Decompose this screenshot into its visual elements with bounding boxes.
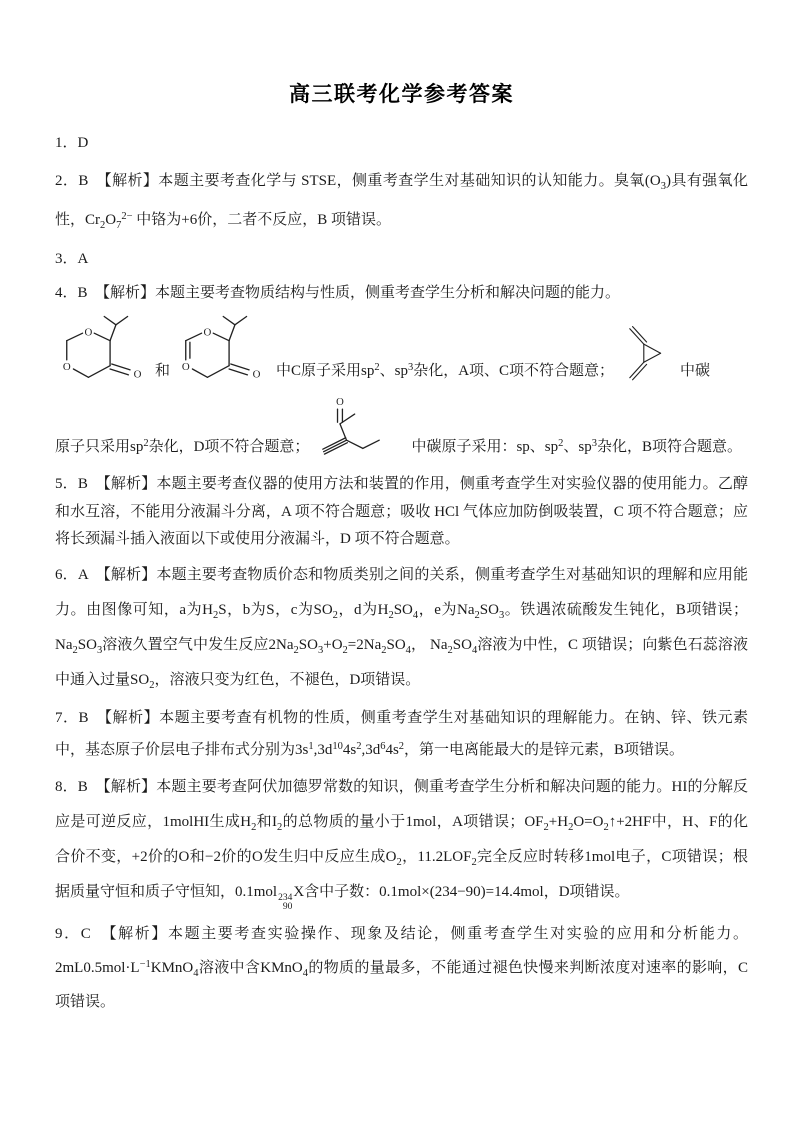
page-title: 高三联考化学参考答案: [289, 82, 514, 106]
hybridization-text-3: 原子只采用$sp^2$杂化，D项不符合题意；: [55, 438, 310, 455]
oxygen-atom-label: O: [336, 397, 345, 409]
answer-9-analysis: 9．C 【解析】本题主要考查实验操作、现象及结论，侧重考查学生对实验的应用和分析能力。$2mL0.5mol\cdot L^{-1}KMnO_4$溶液中含KMnO$_4$的物质的量最多，不能通过褪色快慢来判断浓度对速率的影响，C项错误。: [55, 926, 748, 1011]
answer-8-analysis: 8．B 【解析】本题主要考查阿伏加德罗常数的知识，侧重考查学生分析和解决问题的能力。HI的分解反应是可逆反应，1molHI生成$H_2$和$I_2$的总物质的量小于1mol，A项错误；$OF_2+H_2O=O_2↑+2HF$中，H、F的化合价不变，+2价的O和−2价的O发生归中反应生成$O_2$，$11.2LOF_2$完全反应时转移1mol电子，C项错误；根据质量守恒和质子守恒知，0.1mol 234 90 X含中子数：0.1mol×(234−90)=14.4mol，D项错误。: [55, 778, 749, 913]
chem-structure-bis-methylene-cyclopropane-icon: [620, 316, 676, 389]
oxygen-atom-label: O: [181, 360, 190, 373]
answer-6-analysis: 6．A 【解析】本题主要考查物质价态和物质类别之间的关系，侧重考查学生对基础知识的理解和应用能力。由图像可知，a为$H_2S$，b为S，c为$SO_2$，d为$H_2SO_4$，e为$Na_2SO_3$。铁遇浓硫酸发生钝化，B项错误；$Na_2SO_3$溶液久置空气中发生反应$2Na_2SO_3+O_2=2Na_2SO_4$， $Na_2SO_4$溶液为中性，C 项错误；向紫色石蕊溶液中通入过量$SO_2$，溶液只变为红色，不褪色，D项错误。: [55, 566, 748, 691]
structures-row-2: [55, 395, 748, 465]
answer-5-analysis: 5．B 【解析】本题主要考查仪器的使用方法和装置的作用，侧重考查学生对实验仪器的使用能力。乙醇和水互溶，不能用分液漏斗分离，A 项不符合题意；吸收 HCl 气体应加防倒吸装置，C 项不符合题意；应将长颈漏斗插入液面以下或使用分液漏斗，D 项不符合题意。: [55, 476, 748, 547]
structures-row-1: [55, 314, 748, 389]
answer-1: 1．D: [55, 135, 89, 151]
answer-2-analysis: 2．B 【解析】本题主要考查化学与 STSE，侧重考查学生对基础知识的认知能力。臭氧$(O_3)$具有强氧化性，$Cr_2O_7^{2-}$ 中铬为+6价，二者不反应，B 项错误。: [55, 173, 748, 231]
oxygen-atom-label: O: [203, 326, 212, 339]
hybridization-text-2: 中碳: [680, 363, 711, 379]
answer-7-analysis: 7．B 【解析】本题主要考查有机物的性质，侧重考查学生对基础知识的理解能力。在钠、锌、铁元素中，基态原子价层电子排布式分别为$3s^1,3d^{10}4s^2,3d^64s^2$，第一电离能最大的是锌元素，B项错误。: [55, 709, 748, 758]
oxygen-atom-label: O: [252, 368, 261, 381]
hybridization-text-4: 中碳原子采用：sp、$sp^2$、$sp^3$杂化，B项符合题意。: [411, 438, 742, 455]
answer-3: 3．A: [55, 251, 89, 267]
oxygen-atom-label: O: [84, 326, 93, 339]
chem-structure-alkynyl-ketone-icon: [313, 395, 407, 465]
oxygen-atom-label: O: [133, 368, 142, 381]
hybridization-text-1: 中C原子采用$sp^2$、$sp^3$杂化，A项、C项不符合题意；: [276, 362, 615, 379]
inline-connector-text: 和: [155, 363, 171, 379]
answer-4-analysis-head: 4．B 【解析】本题主要考查物质结构与性质，侧重考查学生分析和解决问题的能力。: [55, 285, 621, 301]
chem-structure-dioxenone-isopropyl-icon: [174, 314, 270, 389]
oxygen-atom-label: O: [62, 360, 71, 373]
chem-structure-dioxanone-isopropyl-icon: [55, 314, 151, 389]
